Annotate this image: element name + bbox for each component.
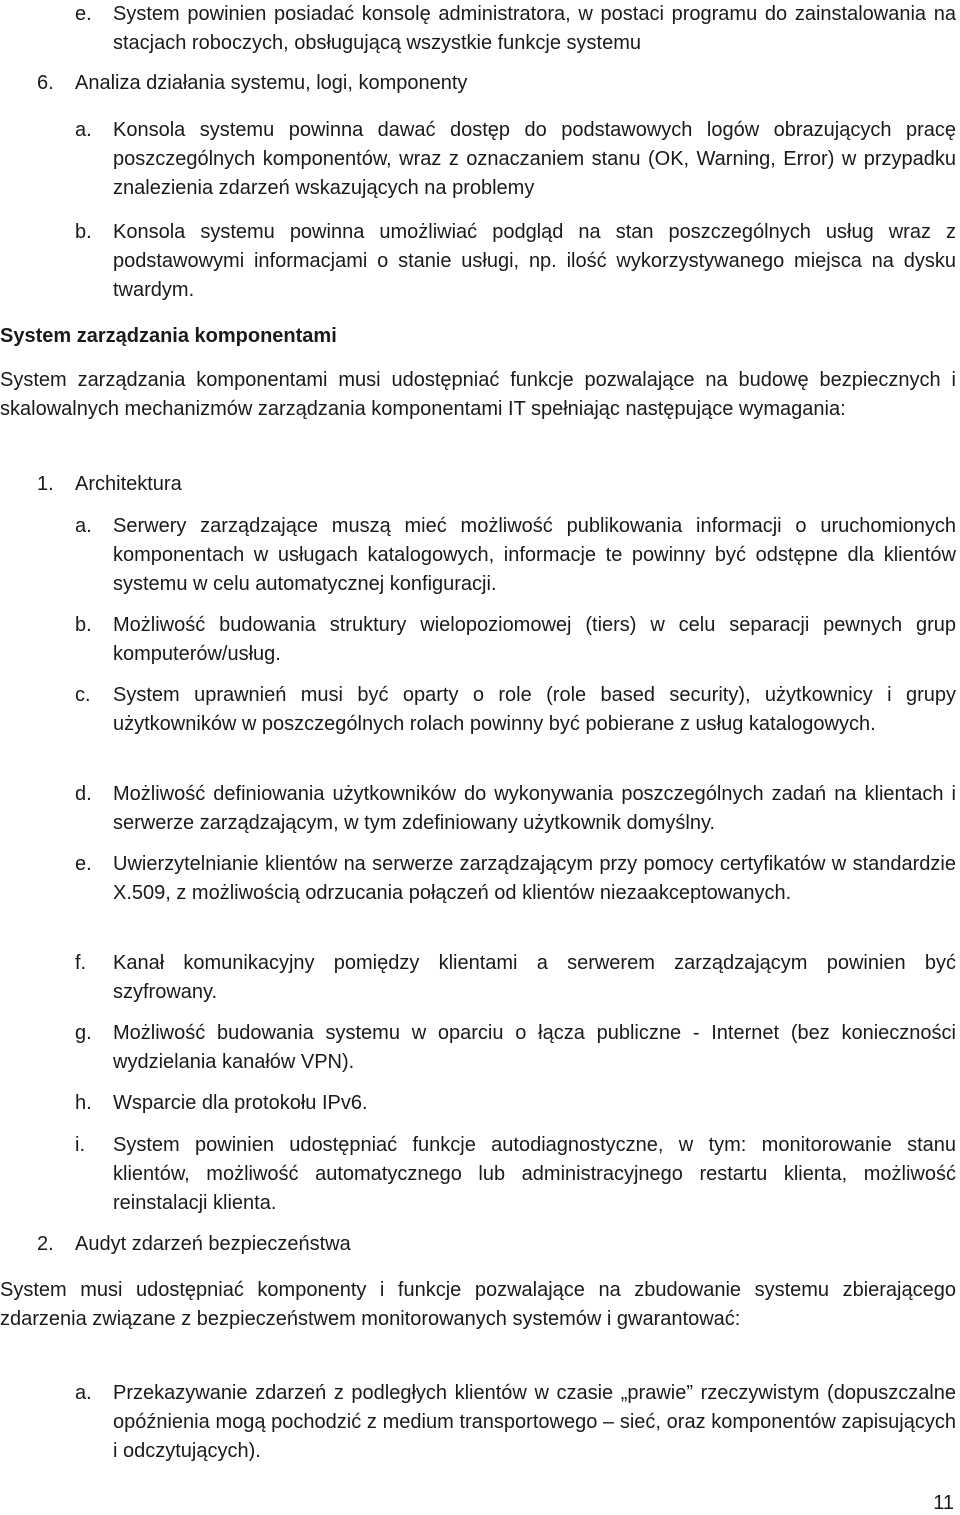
list-marker: h.: [75, 1092, 92, 1114]
list-item-text: Możliwość budowania struktury wielopoziomowej (tiers) w celu separacji pewnych grup komputerów/usług.: [113, 614, 956, 665]
list-item-text: Uwierzytelnianie klientów na serwerze zarządzającym przy pomocy certyfikatów w standardzie X.509, z możliwością odrzucania połączeń od klientów niezaakceptowanych.: [113, 853, 956, 904]
intro-paragraph: System zarządzania komponentami musi udostępniać funkcje pozwalające na budowę bezpiecznych i skalowalnych mechanizmów zarządzania komponentami IT spełniając następujące wymagania:: [0, 369, 956, 420]
list-marker: a.: [75, 1382, 92, 1404]
page-number: 11: [933, 1492, 954, 1514]
list-marker: a.: [75, 119, 92, 141]
list-marker: a.: [75, 515, 92, 537]
list-marker: f.: [75, 952, 87, 974]
section-heading: System zarządzania komponentami: [0, 325, 337, 347]
list-item-text: System powinien posiadać konsolę administratora, w postaci programu do zainstalowania na stacjach roboczych, obsługującą wszystkie funkcje systemu: [113, 3, 956, 54]
list-item-text: Analiza działania systemu, logi, komponenty: [75, 72, 468, 94]
list-item-text: Wsparcie dla protokołu IPv6.: [113, 1092, 368, 1114]
list-item-text: Serwery zarządzające muszą mieć możliwość publikowania informacji o uruchomionych komponentach w usługach katalogowych, informacje te powinny być odstępne dla klientów systemu w celu automatycznej konfiguracji.: [113, 515, 956, 595]
list-marker: c.: [75, 684, 91, 706]
list-item-text: Konsola systemu powinna umożliwiać podgląd na stan poszczególnych usług wraz z podstawowymi informacjami o stanie usługi, np. ilość wykorzystywanego miejsca na dysku twardym.: [113, 221, 956, 301]
list-marker: b.: [75, 221, 92, 243]
list-item-text: Kanał komunikacyjny pomiędzy klientami a serwerem zarządzającym powinien być szyfrowany.: [113, 952, 956, 1003]
list-item-text: Konsola systemu powinna dawać dostęp do podstawowych logów obrazujących pracę poszczególnych komponentów, wraz z oznaczaniem stanu (OK, Warning, Error) w przypadku znalezienia zdarzeń wskazujących na problemy: [113, 119, 956, 199]
list-marker: g.: [75, 1022, 92, 1044]
list-marker: i.: [75, 1134, 85, 1156]
list-marker: e.: [75, 853, 92, 875]
list-marker: b.: [75, 614, 92, 636]
list-item-text: Możliwość definiowania użytkowników do wykonywania poszczególnych zadań na klientach i serwerze zarządzającym, w tym zdefiniowany użytkownik domyślny.: [113, 783, 956, 834]
list-item-title: Architektura: [75, 473, 182, 495]
list-item-text: System uprawnień musi być oparty o role (role based security), użytkownicy i grupy użytkowników w poszczególnych rolach powinny być pobierane z usług katalogowych.: [113, 684, 956, 735]
list-marker: 2.: [37, 1233, 54, 1255]
list-item-text: System powinien udostępniać funkcje autodiagnostyczne, w tym: monitorowanie stanu klientów, możliwość automatycznego lub administracyjnego restartu klienta, możliwość reinstalacji klienta.: [113, 1134, 956, 1214]
list-marker: e.: [75, 3, 92, 25]
list-item-text: Możliwość budowania systemu w oparciu o łącza publiczne - Internet (bez konieczności wydzielania kanałów VPN).: [113, 1022, 956, 1073]
list-marker: 1.: [37, 473, 54, 495]
list-marker: 6.: [37, 72, 54, 94]
list-item-text: Przekazywanie zdarzeń z podległych klientów w czasie „prawie” rzeczywistym (dopuszczalne opóźnienia mogą pochodzić z medium transportowego – sieć, oraz komponentów zapisujących i odczytujących).: [113, 1382, 956, 1462]
list-marker: d.: [75, 783, 92, 805]
list-item-title: Audyt zdarzeń bezpieczeństwa: [75, 1233, 351, 1255]
audit-paragraph: System musi udostępniać komponenty i funkcje pozwalające na zbudowanie systemu zbierającego zdarzenia związane z bezpieczeństwem monitorowanych systemów i gwarantować:: [0, 1279, 956, 1330]
